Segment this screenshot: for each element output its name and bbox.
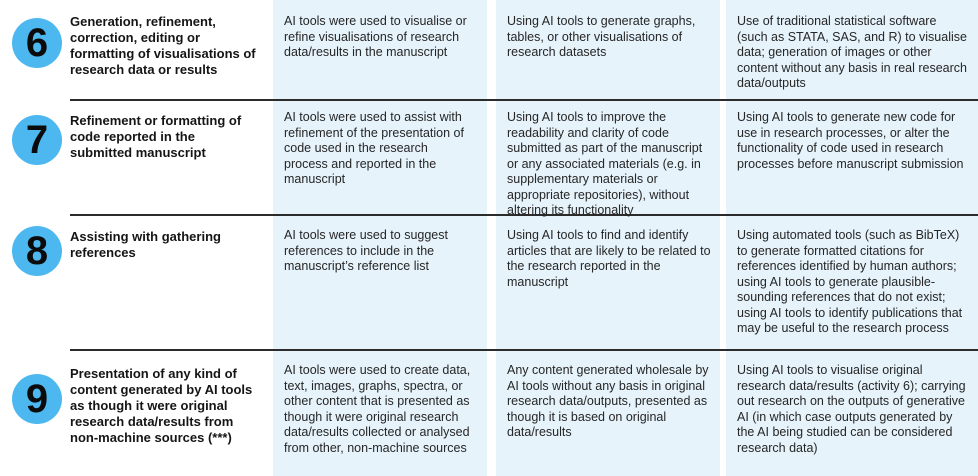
row-number-badge: 8 [12,226,62,276]
row-divider [70,99,978,101]
activity-label: Assisting with gathering references [70,229,221,260]
cell-example: AI tools were used to assist with refinement of the presentation of code used in the research process and reported in the manuscript [284,110,464,186]
row-divider [70,349,978,351]
row-number-badge: 9 [12,374,62,424]
activity-label: Refinement or formatting of code reported in the submitted manuscript [70,113,242,160]
cell-include: Using AI tools to generate graphs, tables, or other visualisations of research datasets [507,14,696,59]
cell-exclude: Using AI tools to visualise original research data/results (activity 6); carrying out research on the outputs of generative AI (in which case outputs generated by the AI being studied can be considered research data) [737,363,966,455]
activity-label: Generation, refinement, correction, editing or formatting of visualisations of research data or results [70,14,256,77]
cell-exclude: Using AI tools to generate new code for use in research processes, or alter the functionality of code used in research processes before manuscript submission [737,110,964,171]
cell-include: Using AI tools to improve the readability and clarity of code submitted as part of the manuscript or any associated materials (e.g. in supplementary materials or appropriate repositories), without altering its functionality [507,110,703,217]
row-number-badge: 7 [12,115,62,165]
cell-example: AI tools were used to suggest references to include in the manuscript’s reference list [284,228,448,273]
cell-include: Any content generated wholesale by AI tools without any basis in original research data/outputs, presented as though it is based on original data/results [507,363,709,439]
cell-exclude: Use of traditional statistical software (such as STATA, SAS, and R) to visualise data; generation of images or other content without any basis in real research data/outputs [737,14,967,90]
cell-example: AI tools were used to visualise or refine visualisations of research data/results in the manuscript [284,14,467,59]
cell-include: Using AI tools to find and identify articles that are likely to be related to the research reported in the manuscript [507,228,711,289]
cell-example: AI tools were used to create data, text, images, graphs, spectra, or other content that is presented as though it were original research data/results collected or analysed from other, non-machine sources [284,363,471,455]
row-number-badge: 6 [12,18,62,68]
activity-label: Presentation of any kind of content generated by AI tools as though it were original research data/results from non-machine sources (***) [70,366,253,445]
cell-exclude: Using automated tools (such as BibTeX) to generate formatted citations for references identified by human authors; using AI tools to generate plausible-sounding references that do not exist; using AI tools to identify publications that may be useful to the research process [737,228,963,335]
